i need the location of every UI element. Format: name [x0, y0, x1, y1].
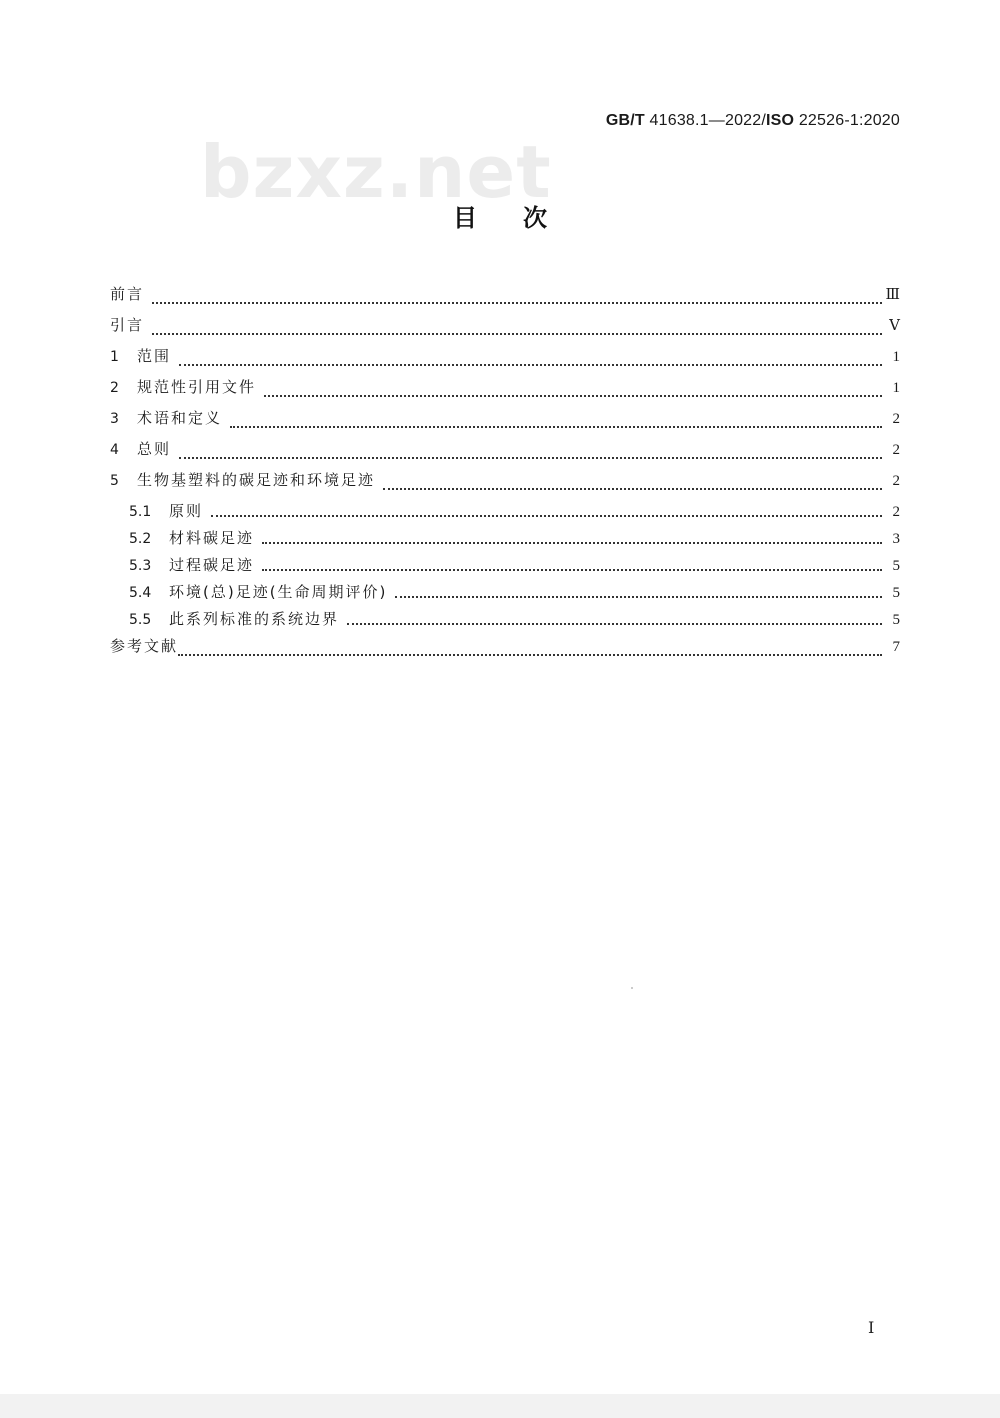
- toc-entry-label: 规范性引用文件: [137, 378, 257, 396]
- toc-entry-scope[interactable]: [110, 345, 900, 376]
- dot-leader: [179, 364, 882, 366]
- dot-leader: [262, 542, 882, 544]
- page-bottom-edge: [0, 1394, 1000, 1418]
- toc-entry-label: 参考文献: [110, 637, 179, 655]
- toc-entry-page: 2: [892, 442, 900, 458]
- toc-subentry-principles[interactable]: [110, 500, 900, 527]
- watermark: bzxz.net: [200, 130, 552, 214]
- toc-entry-page: 5: [892, 558, 900, 574]
- toc-entry-number: 5.3: [129, 558, 152, 574]
- dot-leader: [264, 395, 882, 397]
- toc-entry-number: 5.2: [129, 531, 152, 547]
- toc-entry-label: 范围: [137, 347, 172, 365]
- standard-code: [606, 112, 900, 130]
- dot-leader: [211, 515, 882, 517]
- toc-subentry-environmental-footprint[interactable]: [110, 581, 900, 608]
- toc-entry-foreword[interactable]: [110, 283, 900, 314]
- toc-entry-label: 过程碳足迹: [169, 556, 255, 574]
- dot-leader: [347, 623, 882, 625]
- toc-entry-label: 材料碳足迹: [169, 529, 255, 547]
- dot-leader: [179, 457, 882, 459]
- toc-entry-label: 引言: [110, 316, 145, 334]
- toc-entry-label: 原则: [169, 502, 204, 520]
- toc-entry-number: 3: [110, 411, 119, 427]
- toc-entry-number: 5.1: [129, 504, 152, 520]
- table-of-contents: [110, 283, 900, 666]
- standard-code-part: ISO: [766, 112, 795, 129]
- toc-entry-footprints[interactable]: [110, 469, 900, 500]
- dot-leader: [262, 569, 882, 571]
- standard-code-part: 41638.1—2022/: [644, 112, 767, 129]
- dot-leader: [152, 302, 882, 304]
- toc-entry-page: Ⅲ: [885, 287, 900, 303]
- toc-entry-page: 5: [892, 585, 900, 601]
- toc-entry-label: 总则: [137, 440, 172, 458]
- scan-speck: [631, 987, 633, 989]
- toc-entry-number: 1: [110, 349, 119, 365]
- toc-entry-label: 前言: [110, 285, 145, 303]
- toc-entry-page: 1: [892, 349, 900, 365]
- toc-entry-page: 2: [892, 473, 900, 489]
- toc-entry-label: 术语和定义: [137, 409, 223, 427]
- dot-leader: [395, 596, 882, 598]
- toc-entry-page: 2: [892, 411, 900, 427]
- page-number: Ⅰ: [868, 1320, 875, 1337]
- toc-entry-label: 此系列标准的系统边界: [169, 610, 340, 628]
- toc-entry-bibliography[interactable]: [110, 635, 900, 666]
- toc-entry-page: 1: [892, 380, 900, 396]
- standard-code-part: GB/T: [605, 112, 645, 129]
- toc-entry-general[interactable]: [110, 438, 900, 469]
- toc-entry-normative-references[interactable]: [110, 376, 900, 407]
- toc-entry-label: 环境(总)足迹(生命周期评价): [169, 583, 388, 601]
- toc-subentry-system-boundaries[interactable]: [110, 608, 900, 635]
- toc-entry-label: 生物基塑料的碳足迹和环境足迹: [137, 471, 376, 489]
- toc-entry-number: 4: [110, 442, 119, 458]
- toc-entry-page: 7: [892, 639, 900, 655]
- toc-entry-number: 5.4: [129, 585, 152, 601]
- toc-entry-page: 2: [892, 504, 900, 520]
- toc-entry-page: 3: [892, 531, 900, 547]
- toc-entry-number: 5.5: [129, 612, 152, 628]
- toc-entry-page: Ⅴ: [889, 318, 900, 334]
- toc-entry-terms-definitions[interactable]: [110, 407, 900, 438]
- standard-code-part: 22526-1:2020: [794, 112, 900, 129]
- dot-leader: [152, 333, 882, 335]
- toc-subentry-process-carbon-footprint[interactable]: [110, 554, 900, 581]
- dot-leader: [178, 654, 882, 656]
- toc-entry-introduction[interactable]: [110, 314, 900, 345]
- toc-entry-number: 2: [110, 380, 119, 396]
- dot-leader: [383, 488, 882, 490]
- toc-entry-page: 5: [892, 612, 900, 628]
- dot-leader: [230, 426, 882, 428]
- toc-title: 目次: [453, 204, 593, 232]
- toc-entry-number: 5: [110, 473, 119, 489]
- toc-subentry-material-carbon-footprint[interactable]: [110, 527, 900, 554]
